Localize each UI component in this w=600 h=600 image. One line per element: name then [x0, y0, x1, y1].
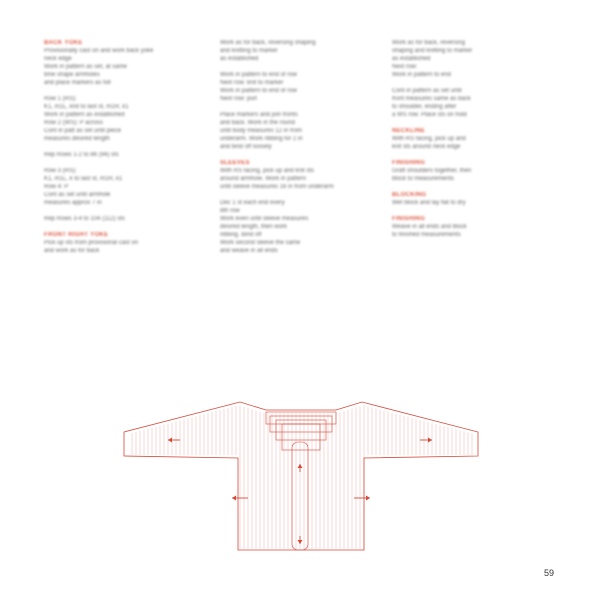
instruction-line: Next row:	[392, 64, 418, 70]
instruction-line: Work as for back, reversing shaping	[220, 40, 316, 46]
instruction-line: Cont as set until armhole	[44, 192, 111, 198]
instruction-line: and weave in all ends	[220, 248, 278, 254]
instruction-line: Work in pattern to end	[392, 72, 451, 78]
instruction-line: Rep Rows 3-4 to 104 (112) sts	[44, 216, 125, 222]
instruction-block	[392, 160, 550, 184]
instruction-line: until sleeve measures 16 in from underarm	[220, 184, 334, 190]
section-heading: SLEEVES	[220, 160, 250, 166]
page-number: 59	[543, 568, 554, 578]
instruction-line: Pick up sts from provisional cast on	[44, 240, 139, 246]
instruction-line: knit sts around neck edge	[392, 144, 461, 150]
instruction-line: and back. Work in the round	[220, 120, 295, 126]
instruction-line: and bind off loosely	[220, 144, 272, 150]
instructions-column-2	[220, 40, 378, 264]
instruction-block	[44, 40, 202, 88]
instruction-line: With RS facing, pick up and knit sts	[220, 168, 315, 174]
instruction-line: and place markers as foll	[44, 80, 111, 86]
instruction-block	[44, 152, 202, 160]
instruction-line: block to measurements	[392, 176, 455, 182]
instruction-line: Work even until sleeve measures	[220, 216, 309, 222]
instruction-line: Row 1 (RS):	[44, 96, 77, 102]
instruction-line: Place markers and join fronts	[220, 112, 298, 118]
instruction-line: Row 3 (RS):	[44, 168, 77, 174]
instruction-block	[392, 216, 550, 240]
instruction-line: Work as for back, reversing	[392, 40, 465, 46]
instruction-line: Work in pattern to end of row	[220, 88, 297, 94]
instruction-line: a WS row. Place sts on hold	[392, 112, 467, 118]
instruction-line: Next row: knit to marker	[220, 80, 284, 86]
instruction-block	[44, 168, 202, 208]
arrow-head	[298, 464, 303, 468]
sweater-schematic-diagram	[120, 398, 482, 554]
instruction-block	[44, 96, 202, 144]
instruction-line: as established	[220, 56, 259, 62]
section-heading: BLOCKING	[392, 192, 427, 198]
arrow-head	[232, 496, 236, 501]
instruction-line: Dec 1 st each end every	[220, 200, 285, 206]
instruction-line: measures approx 7 in	[44, 200, 102, 206]
yoke-outline	[276, 420, 326, 440]
instruction-block	[392, 128, 550, 152]
arrow-head	[298, 540, 303, 544]
instruction-line: Wet block and lay flat to dry	[392, 200, 466, 206]
instruction-line: Next row: purl	[220, 96, 258, 102]
instruction-line: Graft shoulders together, then	[392, 168, 472, 174]
instruction-line: Work in pattern as established	[44, 112, 125, 118]
section-heading: FINISHING	[392, 160, 426, 166]
instruction-line: K1, m1L, k to last st, m1R, k1	[44, 176, 123, 182]
instruction-line: With RS facing, pick up and	[392, 136, 466, 142]
instruction-line: Work in pattern to end of row	[220, 72, 297, 78]
instruction-line: K1, m1L, knit to last st, m1R, k1	[44, 104, 129, 110]
section-heading: FINISHING	[392, 216, 426, 222]
instruction-line: neck edge	[44, 56, 72, 62]
instruction-line: Weave in all ends and block	[392, 224, 467, 230]
instruction-line: ribbing. Bind off	[220, 232, 262, 238]
instruction-line: Row 2 (WS): P across	[44, 120, 103, 126]
instruction-line: Work second sleeve the same	[220, 240, 301, 246]
section-heading: NECKLINE	[392, 128, 426, 134]
instruction-block	[392, 192, 550, 208]
instruction-line: Row 4: P	[44, 184, 69, 190]
instruction-line: desired length, then work	[220, 224, 288, 230]
instruction-block	[44, 216, 202, 224]
instruction-line: Provisionally cast on and work back yoke	[44, 48, 154, 54]
arrow-head	[428, 438, 432, 443]
instruction-block	[220, 40, 378, 64]
instruction-line: around armhole. Work in pattern	[220, 176, 306, 182]
instruction-line: underarm. Work ribbing for 2 in	[220, 136, 303, 142]
instruction-line: Work in pattern as set, at same	[44, 64, 127, 70]
instruction-line: Cont in pattern as set until	[392, 88, 462, 94]
instruction-block	[44, 232, 202, 256]
instruction-line: and work as for back	[44, 248, 100, 254]
instruction-block	[220, 72, 378, 104]
section-heading: FRONT RIGHT YOKE	[44, 232, 109, 238]
instruction-line: measures desired length	[44, 136, 110, 142]
arrow-head	[366, 496, 370, 501]
yoke-outline	[282, 424, 320, 450]
instruction-block	[220, 200, 378, 256]
instruction-block	[220, 112, 378, 152]
instruction-line: shaping and knitting to marker	[392, 48, 473, 54]
instruction-line: Cont in patt as set until piece	[44, 128, 122, 134]
instruction-line: time shape armholes	[44, 72, 100, 78]
yoke-outline	[266, 412, 336, 424]
instruction-line: front measures same as back	[392, 96, 471, 102]
instruction-line: and knitting to marker	[220, 48, 278, 54]
instruction-block	[220, 160, 378, 192]
instruction-block	[392, 88, 550, 120]
instruction-block	[392, 40, 550, 80]
instruction-line: to finished measurements	[392, 232, 461, 238]
instruction-line: Rep Rows 1-2 to 86 (94) sts	[44, 152, 119, 158]
instructions-column-1	[44, 40, 202, 264]
instruction-line: 8th row	[220, 208, 240, 214]
instruction-line: to shoulder, ending after	[392, 104, 457, 110]
instruction-line: until body measures 12 in from	[220, 128, 303, 134]
section-heading: BACK YOKE	[44, 40, 83, 46]
instructions-column-3	[392, 40, 550, 248]
instruction-line: as established	[392, 56, 431, 62]
arrow-head	[168, 438, 172, 443]
